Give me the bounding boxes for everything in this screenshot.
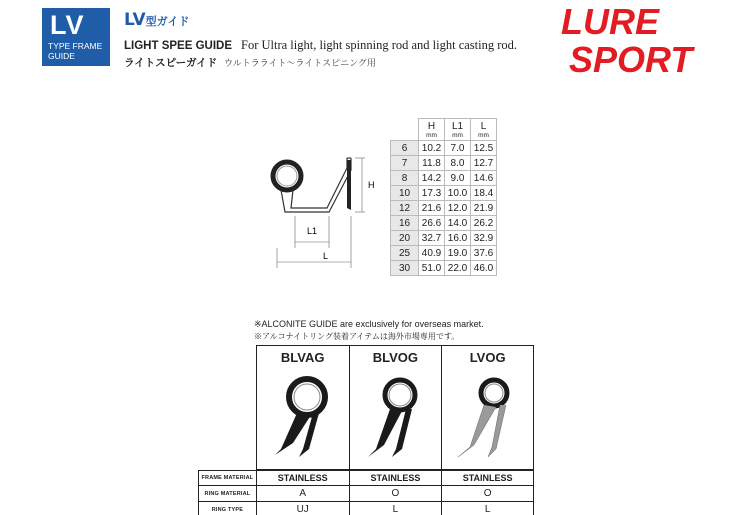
size-row	[391, 231, 497, 246]
description-jp: ウルトラライト〜ライトスピニング用	[224, 59, 376, 69]
lure-sport-logo	[555, 2, 745, 78]
spec-value: STAINLESS	[256, 470, 349, 486]
size-row	[391, 171, 497, 186]
l1-cell: 14.0	[445, 216, 471, 231]
dim-h-label: H	[368, 180, 375, 190]
page-title-jp: LV型ガイド	[124, 10, 190, 30]
spec-label: FRAME MATERIAL	[198, 470, 256, 486]
size-cell: 10	[391, 186, 419, 201]
product-card-blvag	[256, 345, 349, 470]
product-grid	[198, 345, 534, 515]
size-row	[391, 261, 497, 276]
h-cell: 17.3	[419, 186, 445, 201]
h-cell: 32.7	[419, 231, 445, 246]
product-name: LVOG	[469, 350, 506, 365]
h-cell: 14.2	[419, 171, 445, 186]
spec-value: STAINLESS	[349, 470, 442, 486]
h-cell: 11.8	[419, 156, 445, 171]
type-badge	[42, 8, 110, 66]
size-cell: 16	[391, 216, 419, 231]
col-header-l: L mm	[471, 119, 497, 141]
size-cell: 20	[391, 231, 419, 246]
l-cell: 21.9	[471, 201, 497, 216]
description-en: For Ultra light, light spinning rod and light casting rod.	[241, 38, 518, 52]
l1-cell: 22.0	[445, 261, 471, 276]
l1-cell: 10.0	[445, 186, 471, 201]
size-table-header	[391, 119, 497, 141]
h-cell: 26.6	[419, 216, 445, 231]
l-cell: 26.2	[471, 216, 497, 231]
product-row	[198, 345, 534, 470]
spec-label: RING MATERIAL	[198, 486, 256, 502]
l-cell: 37.6	[471, 246, 497, 261]
spec-value: L	[441, 502, 534, 515]
product-card-blvog	[349, 345, 442, 470]
size-row	[391, 246, 497, 261]
page-subtitle-jp: ライトスピーガイド	[124, 57, 218, 69]
note-jp: ※アルコナイトリング装着アイテムは海外市場専用です。	[254, 332, 460, 341]
page-title-en: LIGHT SPEE GUIDE	[124, 40, 232, 52]
product-name: BLVAG	[280, 350, 325, 365]
size-table	[390, 118, 497, 276]
h-cell: 51.0	[419, 261, 445, 276]
l-cell: 12.7	[471, 156, 497, 171]
guide-silver-icon	[452, 371, 524, 463]
spec-value: O	[441, 486, 534, 502]
spec-row-ring-material	[198, 486, 534, 502]
l1-cell: 16.0	[445, 231, 471, 246]
l1-cell: 12.0	[445, 201, 471, 216]
l-cell: 14.6	[471, 171, 497, 186]
l1-cell: 9.0	[445, 171, 471, 186]
col-header-h: H mm	[419, 119, 445, 141]
l-cell: 46.0	[471, 261, 497, 276]
spec-value: A	[256, 486, 349, 502]
badge-subtitle: TYPE FRAME GUIDE	[48, 41, 103, 61]
h-cell: 40.9	[419, 246, 445, 261]
size-row	[391, 201, 497, 216]
spec-value: STAINLESS	[441, 470, 534, 486]
size-row	[391, 141, 497, 156]
spec-label: RING TYPE	[198, 502, 256, 515]
guide-black-icon	[267, 371, 339, 463]
h-cell: 10.2	[419, 141, 445, 156]
badge-code: LV	[50, 10, 85, 40]
spec-row-frame	[198, 470, 534, 486]
size-cell: 8	[391, 171, 419, 186]
guide-black-icon	[360, 371, 432, 463]
h-cell: 21.6	[419, 201, 445, 216]
logo-line2: SPORT	[569, 39, 693, 78]
product-card-lvog	[441, 345, 534, 470]
col-header-l1: L1 mm	[445, 119, 471, 141]
size-row	[391, 216, 497, 231]
l1-cell: 8.0	[445, 156, 471, 171]
product-name: BLVOG	[372, 350, 419, 365]
l-cell: 32.9	[471, 231, 497, 246]
dim-l-label: L	[323, 251, 329, 261]
size-cell: 7	[391, 156, 419, 171]
size-cell: 25	[391, 246, 419, 261]
l1-cell: 7.0	[445, 141, 471, 156]
spec-value: O	[349, 486, 442, 502]
spec-value: L	[349, 502, 442, 515]
logo-line1: LURE	[561, 2, 659, 42]
size-cell: 6	[391, 141, 419, 156]
note-en: ※ALCONITE GUIDE are exclusively for overseas market.	[254, 319, 484, 329]
spec-value: UJ	[256, 502, 349, 515]
l-cell: 12.5	[471, 141, 497, 156]
l1-cell: 19.0	[445, 246, 471, 261]
size-cell: 30	[391, 261, 419, 276]
size-row	[391, 186, 497, 201]
guide-dimension-diagram	[255, 140, 385, 270]
spec-row-ring-type	[198, 502, 534, 515]
l-cell: 18.4	[471, 186, 497, 201]
dim-l1-label: L1	[307, 226, 318, 236]
size-cell: 12	[391, 201, 419, 216]
size-row	[391, 156, 497, 171]
